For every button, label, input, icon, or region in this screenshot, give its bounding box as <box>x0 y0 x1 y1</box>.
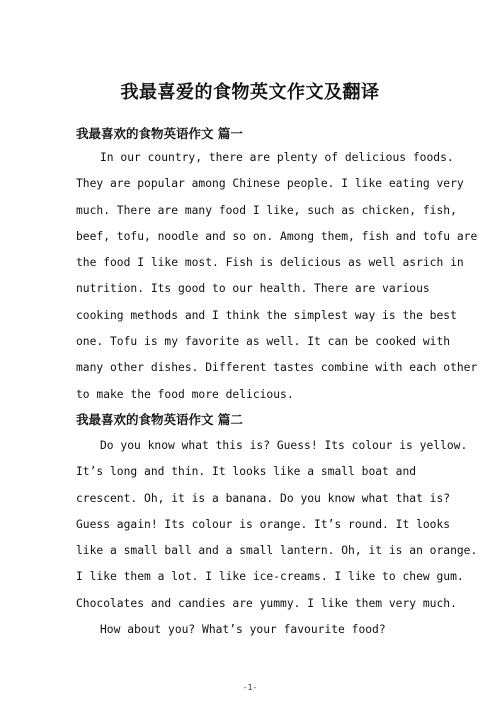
section-heading-1: 我最喜欢的食物英语作文 篇一 <box>76 126 243 141</box>
text-line: They are popular among Chinese people. I like eating very <box>76 177 464 191</box>
text-line: cooking methods and I think the simplest way is the best <box>76 308 457 322</box>
text-line: I like them a lot. I like ice-creams. I like to chew gum. <box>76 570 464 584</box>
text-line: to make the food more delicious. <box>76 387 294 401</box>
text-line: Guess again! Its colour is orange. It’s round. It looks <box>76 517 451 531</box>
text-line: one. Tofu is my favorite as well. It can be cooked with <box>76 335 451 349</box>
text-line: In our country, there are plenty of delicious foods. <box>100 151 454 164</box>
text-line: beef, tofu, noodle and so on. Among them, fish and tofu are <box>76 229 478 243</box>
text-line: nutrition. Its good to our health. There are various <box>76 282 430 296</box>
text-line: Do you know what this is? Guess! Its colour is yellow. <box>100 439 468 452</box>
text-line: Chocolates and candies are yummy. I like them very much. <box>76 596 457 610</box>
text-line: It’s long and thin. It looks like a small boat and <box>76 465 417 479</box>
text-line: much. There are many food I like, such as chicken, fish, <box>76 203 457 217</box>
section-body-1 <box>76 145 478 408</box>
section-body-2 <box>76 433 478 643</box>
text-line: like a small ball and a small lantern. Oh, it is an orange. <box>76 544 478 558</box>
text-line: How about you? What’s your favourite food? <box>100 623 386 637</box>
text-line: many other dishes. Different tastes combine with each other <box>76 361 478 375</box>
text-line: crescent. Oh, it is a banana. Do you know what that is? <box>76 491 451 505</box>
page-number: -1- <box>242 683 258 692</box>
section-heading-2: 我最喜欢的食物英语作文 篇二 <box>76 412 243 427</box>
document-title: 我最喜爱的食物英文作文及翻译 <box>120 82 380 103</box>
text-line: the food I like most. Fish is delicious as well asrich in <box>76 256 464 270</box>
